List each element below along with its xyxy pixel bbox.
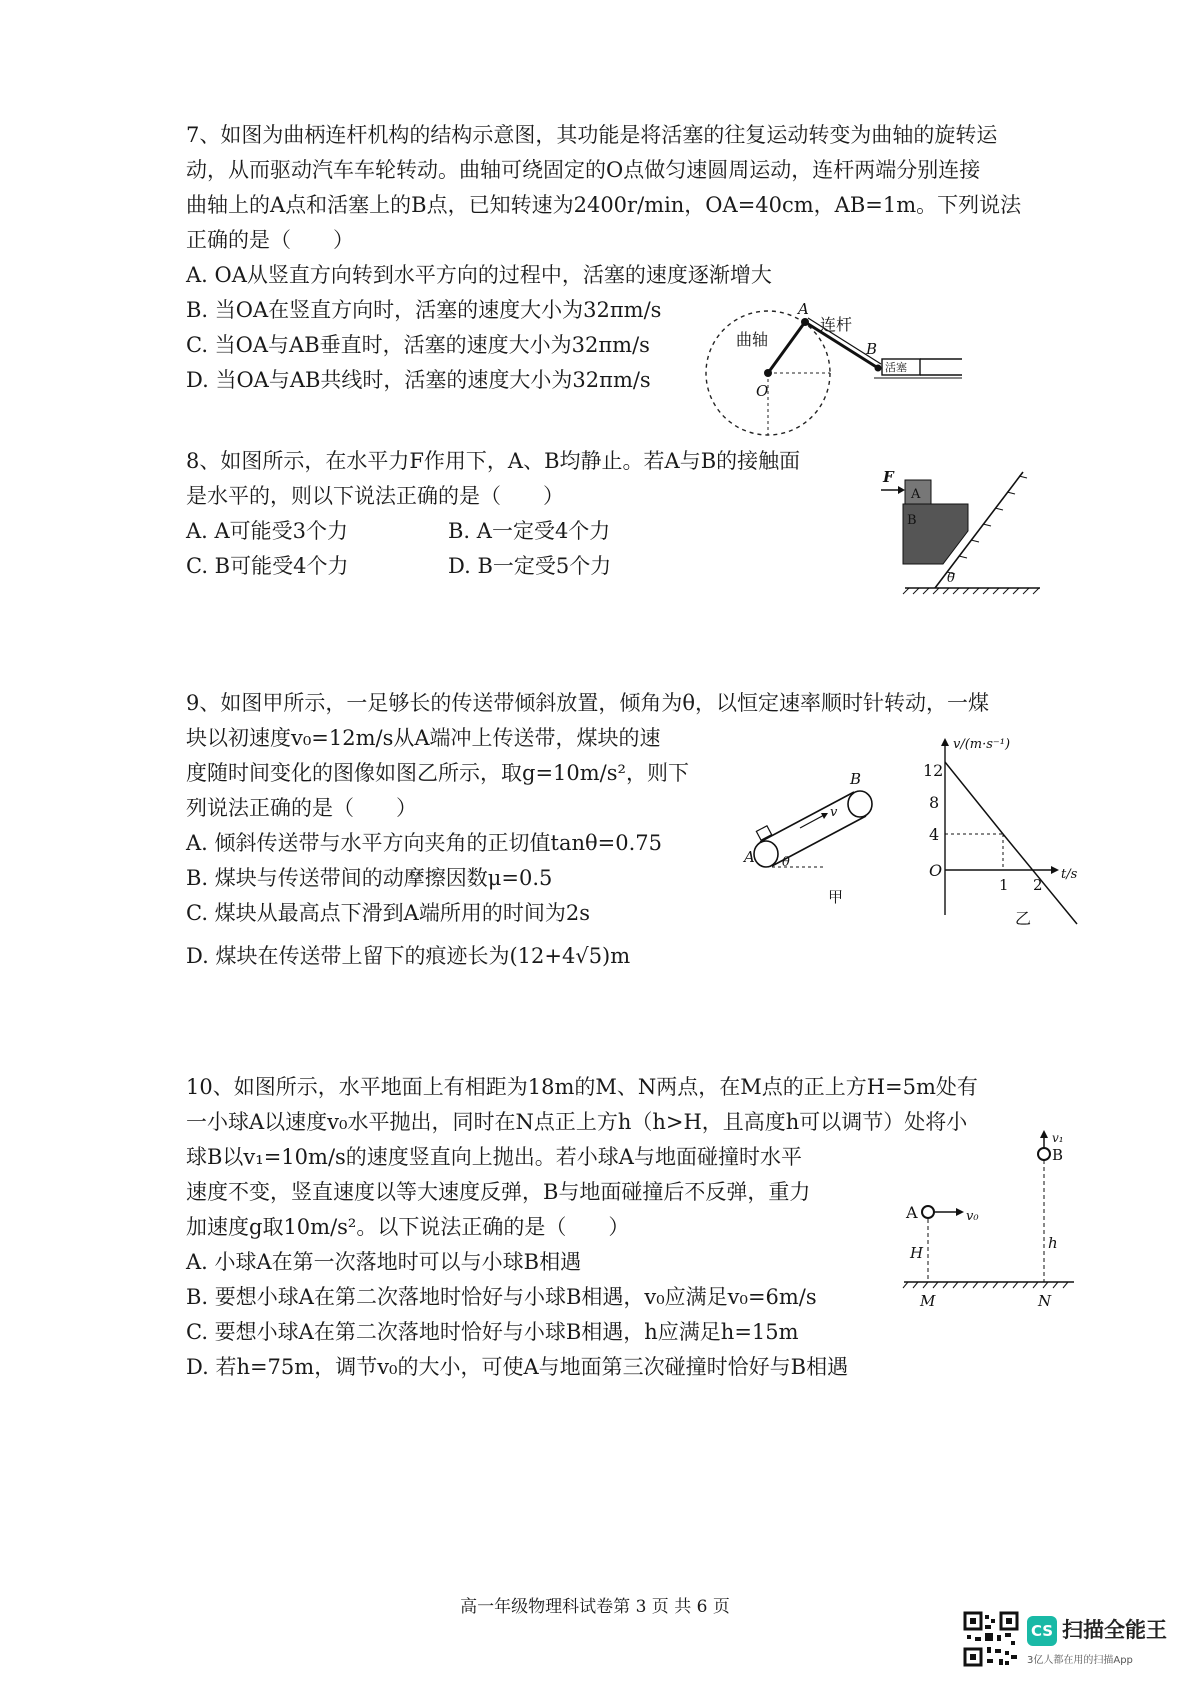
question-10-line: 10、如图所示，水平地面上有相距为18m的M、N两点，在M点的正上方H=5m处有 <box>186 1075 978 1099</box>
y-tick-8: 8 <box>929 793 940 812</box>
force-arrowhead <box>898 486 905 494</box>
pulley-a <box>754 841 778 867</box>
point-b <box>875 365 882 372</box>
page-footer: 高一年级物理科试卷第 3 页 共 6 页 <box>460 1597 730 1617</box>
coal-block <box>756 826 771 840</box>
question-10 <box>186 1070 978 1385</box>
origin-label: O <box>929 861 943 880</box>
label-v: v <box>830 805 838 820</box>
option-a: A. 小球A在第一次落地时可以与小球B相遇 <box>186 1250 582 1274</box>
label-o: O <box>756 382 769 400</box>
camscanner-name: 扫描全能王 <box>1062 1618 1167 1642</box>
x-tick-1: 1 <box>999 876 1009 894</box>
camscanner-slogan: 3亿人都在用的扫描App <box>1027 1655 1133 1666</box>
y-axis-label: v/(m·s⁻¹) <box>953 737 1011 752</box>
label-b: B <box>1052 1146 1064 1164</box>
ground-hatch <box>903 1282 1068 1288</box>
question-7-line: 正确的是（ ） <box>186 228 354 252</box>
y-tick-12: 12 <box>923 761 944 780</box>
piston-label: 活塞 <box>885 361 907 374</box>
velocity-line <box>945 762 1077 924</box>
option-d: D. B一定受5个力 <box>448 554 612 578</box>
velocity-time-graph <box>895 730 1105 930</box>
ball-a <box>922 1206 934 1218</box>
option-b: B. 当OA在竖直方向时，活塞的速度大小为32πm/s <box>186 298 662 322</box>
y-tick-4: 4 <box>929 825 940 844</box>
question-10-line: 加速度g取10m/s²。以下说法正确的是（ ） <box>186 1215 630 1239</box>
question-8 <box>186 444 800 584</box>
label-m: M <box>920 1292 936 1310</box>
question-7-line: 7、如图为曲柄连杆机构的结构示意图，其功能是将活塞的往复运动转变为曲轴的旋转运 <box>186 123 998 147</box>
blocks-on-incline-diagram <box>883 460 1045 600</box>
question-8-line: 是水平的，则以下说法正确的是（ ） <box>186 484 564 508</box>
option-b: B. A一定受4个力 <box>448 519 611 543</box>
label-b: B <box>866 340 878 358</box>
label-b: B <box>850 770 862 788</box>
velocity-arrow <box>800 814 826 828</box>
projectile-diagram <box>898 1130 1078 1316</box>
ball-b <box>1038 1148 1050 1160</box>
label-h-lower: h <box>1048 1234 1058 1252</box>
figure-jia-caption: 甲 <box>828 888 844 906</box>
pulley-b <box>848 791 872 817</box>
label-a: A <box>911 487 921 502</box>
qr-code-icon <box>963 1611 1019 1667</box>
question-7-line: 动，从而驱动汽车车轮转动。曲轴可绕固定的O点做匀速圆周运动，连杆两端分别连接 <box>186 158 981 182</box>
point-a <box>801 318 809 326</box>
label-a: A <box>744 848 755 866</box>
option-c: C. 煤块从最高点下滑到A端所用的时间为2s <box>186 901 590 925</box>
figure-yi-caption: 乙 <box>1015 909 1032 928</box>
camscanner-logo: CS <box>1027 1616 1057 1646</box>
rod-label: 连杆 <box>820 315 853 334</box>
crank-diagram <box>700 300 1040 450</box>
option-b: B. 要想小球A在第二次落地时恰好与小球B相遇，v₀应满足v₀=6m/s <box>186 1285 817 1309</box>
option-a: A. 倾斜传送带与水平方向夹角的正切值tanθ=0.75 <box>186 831 662 855</box>
option-c: C. 要想小球A在第二次落地时恰好与小球B相遇，h应满足h=15m <box>186 1320 799 1344</box>
ground-hatch <box>903 588 1039 594</box>
v1-arrowhead <box>1040 1130 1048 1138</box>
option-d: D. 若h=75m，调节v₀的大小，可使A与地面第三次碰撞时恰好与B相遇 <box>186 1355 849 1379</box>
x-axis-label: t/s <box>1061 867 1078 882</box>
belt-top <box>760 792 854 842</box>
question-9-line: 块以初速度v₀=12m/s从A端冲上传送带，煤块的速 <box>186 726 661 750</box>
question-9-line: 9、如图甲所示，一足够长的传送带倾斜放置，倾角为θ，以恒定速率顺时针转动，一煤 <box>186 691 990 715</box>
label-n: N <box>1038 1292 1052 1310</box>
label-v0: v₀ <box>966 1209 979 1224</box>
label-b: B <box>907 513 917 528</box>
option-b: B. 煤块与传送带间的动摩擦因数μ=0.5 <box>186 866 553 890</box>
x-axis-arrow <box>1051 866 1059 874</box>
question-9-line: 度随时间变化的图像如图乙所示，取g=10m/s²，则下 <box>186 761 689 785</box>
option-d: D. 当OA与AB共线时，活塞的速度大小为32πm/s <box>186 368 651 392</box>
label-theta: θ <box>782 855 790 870</box>
y-axis-arrow <box>941 738 949 746</box>
crank-arm <box>768 322 805 373</box>
option-d: D. 煤块在传送带上留下的痕迹长为(12+4√5)m <box>186 944 631 968</box>
label-a: A <box>906 1203 918 1222</box>
option-c: C. B可能受4个力 <box>186 554 349 578</box>
label-f: F <box>883 468 894 486</box>
x-tick-2: 2 <box>1033 876 1043 894</box>
question-7-line: 曲轴上的A点和活塞上的B点，已知转速为2400r/min，OA=40cm，AB=1m。下列说法 <box>186 193 1022 217</box>
option-a: A. A可能受3个力 <box>186 519 349 543</box>
question-10-line: 一小球A以速度v₀水平抛出，同时在N点正上方h（h>H，且高度h可以调节）处将小 <box>186 1110 968 1134</box>
v0-arrowhead <box>956 1208 964 1216</box>
option-c: C. 当OA与AB垂直时，活塞的速度大小为32πm/s <box>186 333 650 357</box>
conveyor-diagram <box>738 766 898 916</box>
question-8-line: 8、如图所示，在水平力F作用下，A、B均静止。若A与B的接触面 <box>186 449 801 473</box>
point-o <box>764 369 772 377</box>
question-10-line: 速度不变，竖直速度以等大速度反弹，B与地面碰撞后不反弹，重力 <box>186 1180 811 1204</box>
crank-label: 曲轴 <box>736 330 769 349</box>
label-h-upper: H <box>910 1244 924 1262</box>
question-10-line: 球B以v₁=10m/s的速度竖直向上抛出。若小球A与地面碰撞时水平 <box>186 1145 802 1169</box>
label-a: A <box>798 300 809 318</box>
option-a: A. OA从竖直方向转到水平方向的过程中，活塞的速度逐渐增大 <box>186 263 772 287</box>
label-v1: v₁ <box>1052 1131 1064 1145</box>
label-theta: θ <box>947 571 955 586</box>
question-9-line: 列说法正确的是（ ） <box>186 796 417 820</box>
